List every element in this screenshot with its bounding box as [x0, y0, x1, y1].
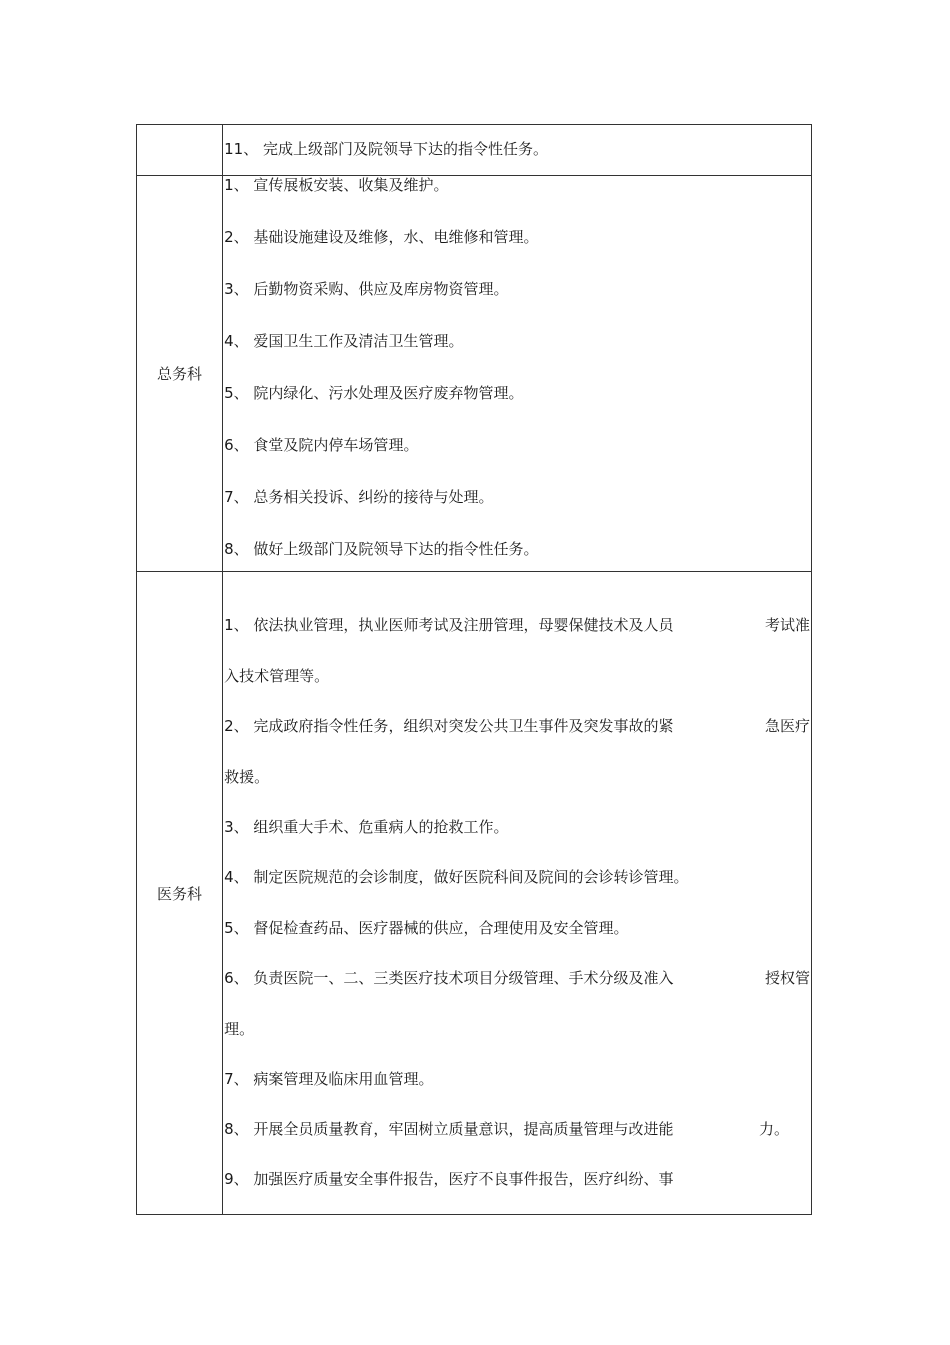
duty-line — [224, 616, 811, 634]
duty-line-text: 6、 食堂及院内停车场管理。 — [224, 436, 419, 454]
duty-line-text: 理。 — [224, 1020, 255, 1038]
duty-line — [224, 818, 811, 836]
duty-line-text: 3、 后勤物资采购、供应及库房物资管理。 — [224, 280, 509, 298]
duty-line-tail: 力。 — [758, 1120, 789, 1138]
duty-line-tail: 急医疗 — [764, 717, 810, 735]
duty-line-text: 1、 依法执业管理，执业医师考试及注册管理，母婴保健技术及人员 — [224, 616, 674, 634]
duty-cell — [223, 572, 812, 1215]
table-row — [137, 176, 812, 572]
duty-line-text: 7、 总务相关投诉、纠纷的接待与处理。 — [224, 488, 494, 506]
duty-line — [224, 176, 811, 194]
duty-line-text: 8、 做好上级部门及院领导下达的指令性任务。 — [224, 540, 539, 558]
duty-line — [224, 1120, 811, 1138]
duty-line — [224, 436, 811, 454]
department-cell — [137, 125, 223, 176]
duty-line — [224, 969, 811, 987]
duty-line — [224, 140, 811, 158]
duty-line — [224, 919, 811, 937]
duty-line — [224, 768, 811, 786]
duty-line-text: 7、 病案管理及临床用血管理。 — [224, 1070, 434, 1088]
duty-line-text: 11、 完成上级部门及院领导下达的指令性任务。 — [224, 140, 548, 158]
duty-line — [224, 540, 811, 558]
duty-line — [224, 667, 811, 685]
duty-line-text: 2、 基础设施建设及维修，水、电维修和管理。 — [224, 228, 539, 246]
duty-line-text: 1、 宣传展板安装、收集及维护。 — [224, 176, 449, 194]
duty-line — [224, 228, 811, 246]
duty-line — [224, 868, 811, 886]
duty-line-text: 8、 开展全员质量教育，牢固树立质量意识，提高质量管理与改进能 — [224, 1120, 674, 1138]
table-row — [137, 125, 812, 176]
duty-line-tail: 考试准 — [764, 616, 810, 634]
duty-line-text: 5、 院内绿化、污水处理及医疗废弃物管理。 — [224, 384, 524, 402]
duty-line-text: 2、 完成政府指令性任务，组织对突发公共卫生事件及突发事故的紧 — [224, 717, 674, 735]
duty-line-text: 救援。 — [224, 768, 270, 786]
duty-line — [224, 280, 811, 298]
duty-line-text: 5、 督促检查药品、医疗器械的供应，合理使用及安全管理。 — [224, 919, 629, 937]
department-cell: 医务科 — [137, 572, 223, 1215]
department-cell: 总务科 — [137, 176, 223, 572]
duty-line-text: 9、 加强医疗质量安全事件报告，医疗不良事件报告，医疗纠纷、事 — [224, 1170, 674, 1188]
duty-line-tail: 授权管 — [764, 969, 810, 987]
duty-line-text: 6、 负责医院一、二、三类医疗技术项目分级管理、手术分级及准入 — [224, 969, 674, 987]
duty-line — [224, 717, 811, 735]
duty-line — [224, 332, 811, 350]
duty-cell — [223, 176, 812, 572]
duty-line-text: 4、 制定医院规范的会诊制度，做好医院科间及院间的会诊转诊管理。 — [224, 868, 689, 886]
duty-line — [224, 1070, 811, 1088]
duty-line — [224, 488, 811, 506]
duty-cell — [223, 125, 812, 176]
duty-line-text: 4、 爱国卫生工作及清洁卫生管理。 — [224, 332, 464, 350]
duty-table — [136, 124, 812, 1215]
duty-line-text: 3、 组织重大手术、危重病人的抢救工作。 — [224, 818, 509, 836]
duty-line — [224, 1020, 811, 1038]
table-row — [137, 572, 812, 1215]
duty-line — [224, 384, 811, 402]
duty-line-text: 入技术管理等。 — [224, 667, 330, 685]
duty-line — [224, 1170, 811, 1188]
